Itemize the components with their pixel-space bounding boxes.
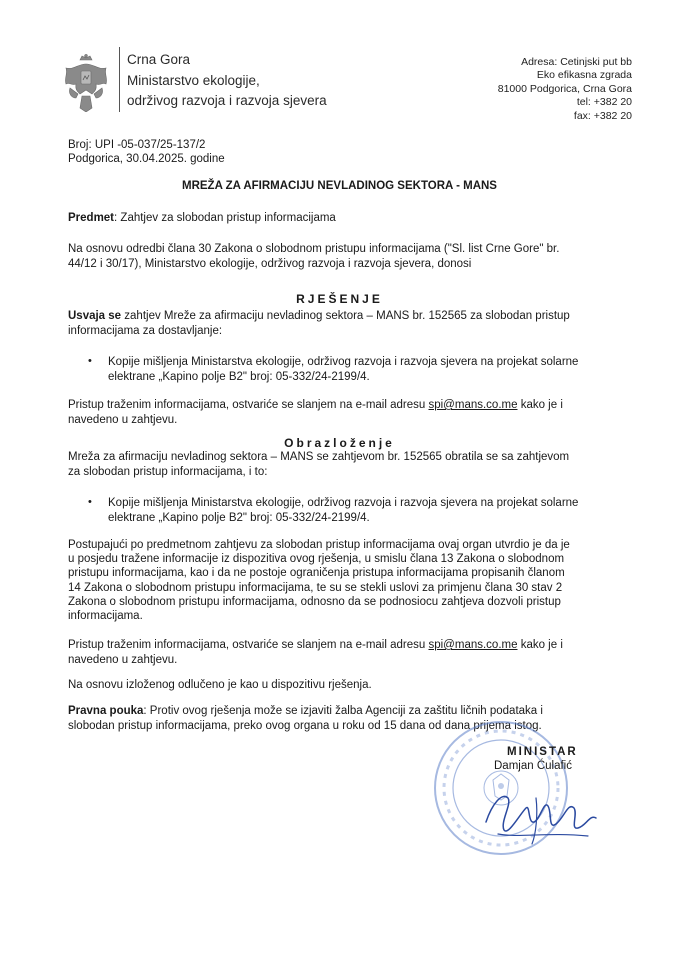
org-ministry-line2: održivog razvoja i razvoja sjevera	[127, 93, 327, 108]
address-city: 81000 Podgorica, Crna Gora	[497, 82, 632, 95]
reference-block	[68, 138, 225, 166]
reasoning-paragraph-1	[68, 450, 628, 479]
reasoning-p1-line1: Mreža za afirmaciju nevladinog sektora – MANS se zahtjevom br. 152565 obratila se sa zahtjevom	[68, 451, 570, 463]
reasoning-access-line1	[68, 638, 628, 653]
intro-paragraph	[68, 242, 628, 271]
decision-lead: Usvaja se	[68, 310, 122, 322]
decision-bullet	[108, 355, 648, 384]
bullet-icon: •	[88, 496, 92, 508]
decision-line1	[68, 309, 628, 324]
decision-line2: informacijama za dostavljanje:	[68, 324, 223, 337]
conclusion-paragraph: Na osnovu izloženog odlučeno je kao u dispozitivu rješenja.	[68, 679, 372, 691]
decision-access-line2: navedeno u zahtjevu.	[68, 413, 178, 426]
subject-line	[68, 212, 336, 224]
decision-line1-rest: zahtjev Mreže za afirmaciju nevladinog sektora – MANS br. 152565 za slobodan pristup	[121, 310, 570, 322]
signatory-title: MINISTAR	[507, 746, 578, 758]
decision-access-paragraph	[68, 398, 628, 427]
intro-line1: Na osnovu odredbi člana 30 Zakona o slobodnom pristupu informacijama ("Sl. list Crne Gore" br.	[68, 243, 560, 255]
intro-line2: 44/12 i 30/17), Ministarstvo ekologije, održivog razvoja i razvoja sjevera, donosi	[68, 257, 472, 270]
decision-access-line1	[68, 398, 628, 413]
reasoning-p2-line: Postupajući po predmetnom zahtjevu za slobodan pristup informacijama ovaj organ utvrdio je da je	[68, 539, 570, 551]
signature-icon	[478, 778, 603, 850]
bullet-icon: •	[88, 355, 92, 367]
reasoning-access-paragraph	[68, 638, 628, 667]
reasoning-p2-line: pristupu informacijama, kao i da ne postoje ograničenja pristupa informacijama propisanih članom	[68, 567, 565, 580]
place-date: Podgorica, 30.04.2025. godine	[68, 153, 225, 165]
legal-notice-line2: slobodan pristup informacijama, preko ovog organa u roku od 15 dana od dana prijema istog.	[68, 719, 542, 732]
reasoning-bullet-line1: Kopije mišljenja Ministarstva ekologije, održivog razvoja i razvoja sjevera na projekat solarne	[108, 497, 579, 509]
reasoning-access-line2: navedeno u zahtjevu.	[68, 653, 178, 666]
reasoning-bullet	[108, 496, 648, 525]
reasoning-p2-line: 14 Zakona o slobodnom pristupu informacijama, te su se stekli uslovi za primjenu člana 30 stav 2	[68, 581, 563, 594]
reasoning-bullet-line2: elektrane „Kapino polje B2" broj: 05-332/24-2199/4.	[108, 511, 370, 524]
recipient-heading: MREŽA ZA AFIRMACIJU NEVLADINOG SEKTORA - MANS	[182, 180, 497, 192]
reasoning-paragraph-2	[68, 538, 628, 623]
decision-bullet-line1: Kopije mišljenja Ministarstva ekologije, održivog razvoja i razvoja sjevera na projekat solarne	[108, 356, 579, 368]
legal-notice-line1-rest: : Protiv ovog rješenja može se izjaviti žalba Agenciji za zaštitu ličnih podataka i	[143, 705, 543, 717]
reasoning-access-post: kako je i	[517, 639, 563, 651]
decision-access-pre: Pristup traženim informacijama, ostvariće se slanjem na e-mail adresu	[68, 399, 429, 411]
reasoning-p1-line2: za slobodan pristup informacijama, i to:	[68, 465, 268, 478]
subject-label: Predmet	[68, 212, 115, 224]
decision-access-post: kako je i	[517, 399, 563, 411]
coat-of-arms-icon	[62, 54, 110, 112]
org-country: Crna Gora	[127, 52, 191, 67]
address-fax: fax: +382 20	[573, 109, 632, 122]
reasoning-access-pre: Pristup traženim informacijama, ostvariće se slanjem na e-mail adresu	[68, 639, 429, 651]
letterhead-divider	[119, 47, 120, 112]
decision-email-link[interactable]: spi@mans.co.me	[428, 399, 518, 411]
address-building: Eko efikasna zgrada	[536, 69, 632, 82]
reasoning-p2-line: informacijama.	[68, 610, 143, 623]
decision-paragraph	[68, 309, 628, 338]
reference-number: Broj: UPI -05-037/25-137/2	[68, 139, 206, 151]
decision-bullet-line2: elektrane „Kapino polje B2" broj: 05-332/24-2199/4.	[108, 370, 370, 383]
subject-text: : Zahtjev za slobodan pristup informacijama	[114, 212, 336, 224]
address-block	[498, 56, 632, 123]
address-street: Adresa: Cetinjski put bb	[521, 56, 632, 68]
legal-notice-line1	[68, 704, 628, 719]
address-phone: tel: +382 20	[576, 96, 632, 109]
reasoning-p2-line: Zakona o slobodnom pristupu informacijama, odnosno da se podnosiocu zahtjeva dozvoli pristup	[68, 595, 561, 608]
decision-heading: RJEŠENJE	[296, 292, 383, 306]
org-ministry-line1: Ministarstvo ekologije,	[127, 72, 260, 88]
reasoning-email-link[interactable]: spi@mans.co.me	[428, 639, 518, 651]
reasoning-p2-line: u posjedu tražene informacije iz dispozitiva ovog rješenja, u smislu člana 13 Zakona o slobodnom	[68, 553, 565, 566]
reasoning-heading: Obrazloženje	[284, 436, 395, 450]
legal-notice-label: Pravna pouka	[68, 705, 144, 717]
organization-block	[127, 50, 327, 112]
signatory-name: Damjan Ćulafić	[494, 760, 572, 772]
